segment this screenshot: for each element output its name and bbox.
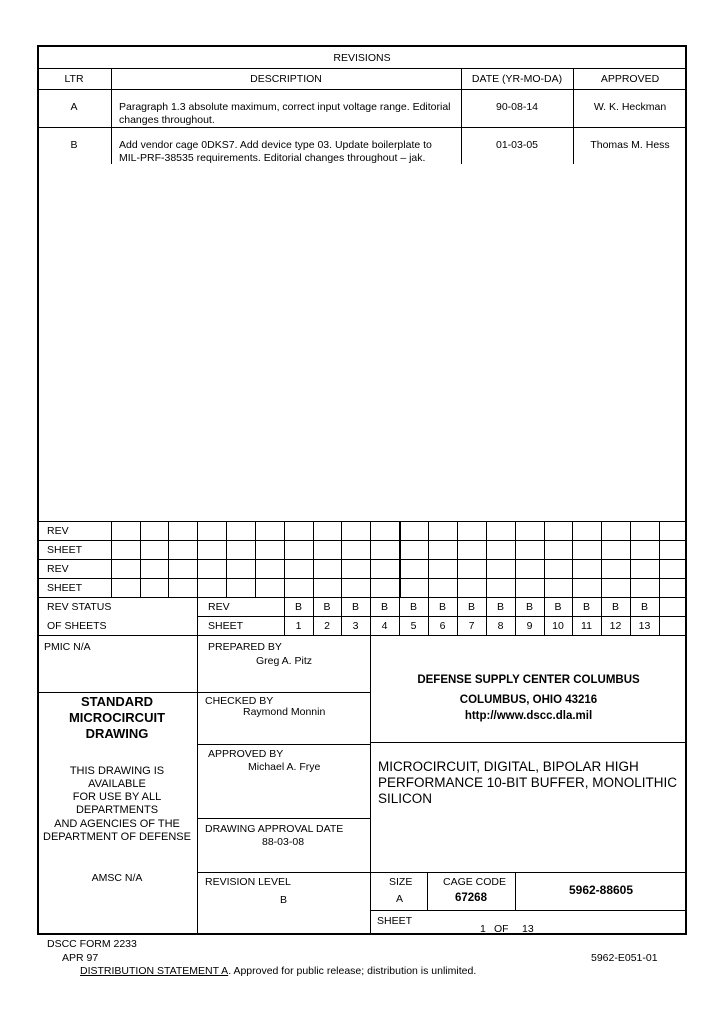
std-title-3: DRAWING	[85, 726, 149, 741]
rev-status-sheet-4: 4	[381, 620, 388, 632]
approval-date: 88-03-08	[262, 836, 305, 848]
status-sheet-label: SHEET	[208, 620, 244, 632]
avail-6: DEPARTMENT OF DEFENSE	[43, 831, 191, 843]
grid-col-line	[370, 521, 371, 635]
drawing-title-2: PERFORMANCE 10-BIT BUFFER, MONOLITHIC	[378, 775, 678, 790]
rev-a-desc-1: Paragraph 1.3 absolute maximum, correct input voltage range. Editorial	[119, 101, 451, 113]
rev-status-sheet-1: 1	[295, 620, 302, 632]
rev-status-rev-6: B	[438, 601, 446, 613]
form-number: DSCC FORM 2233	[47, 938, 137, 950]
rev-status-rev-7: B	[467, 601, 475, 613]
rev-status-sheet-11: 11	[581, 620, 592, 632]
rev-b-approved: Thomas M. Hess	[590, 139, 670, 151]
grid-col-line	[255, 521, 256, 597]
header-description: DESCRIPTION	[250, 73, 322, 85]
rev-status-label: REV STATUS	[47, 601, 112, 613]
rev-b-desc-1: Add vendor cage 0DKS7. Add device type 03. Update boilerplate to	[119, 139, 432, 151]
grid-col-line	[313, 521, 314, 635]
header-date: DATE (YR-MO-DA)	[471, 73, 563, 85]
grid-col-line	[544, 521, 545, 635]
revision-level: B	[280, 894, 288, 906]
drawing-number: 5962-88605	[568, 883, 634, 897]
sheet-total: 13	[522, 923, 534, 935]
rev-status-sheet-6: 6	[439, 620, 446, 632]
rev-b-date: 01-03-05	[495, 139, 539, 151]
checked-name: Raymond Monnin	[243, 706, 326, 718]
distribution-statement	[80, 965, 476, 977]
agency-url: http://www.dscc.dla.mil	[464, 710, 593, 722]
grid-col-line	[601, 521, 602, 635]
prepared-label: PREPARED BY	[208, 641, 282, 653]
grid-col-line	[486, 521, 487, 635]
drawing-title-1: MICROCIRCUIT, DIGITAL, BIPOLAR HIGH	[378, 759, 639, 774]
grid-col-line	[284, 521, 285, 635]
rev-a-approved: W. K. Heckman	[593, 101, 667, 113]
grid-col-line	[226, 521, 227, 597]
checked-label: CHECKED BY	[205, 695, 274, 707]
cage-code: 67268	[455, 892, 487, 904]
pmic: PMIC N/A	[44, 641, 91, 653]
rev-status-sheet-12: 12	[609, 620, 622, 632]
approved-label: APPROVED BY	[208, 748, 284, 760]
revisions-title: REVISIONS	[333, 52, 391, 64]
drawing-title-3: SILICON	[378, 791, 433, 806]
sheet-label: SHEET	[377, 915, 413, 927]
grid-separator	[399, 521, 401, 597]
avail-4: DEPARTMENTS	[75, 804, 159, 816]
rev-status-sheet-3: 3	[352, 620, 359, 632]
grid-col-line	[515, 521, 516, 635]
rev-status-sheet-5: 5	[410, 620, 417, 632]
grid-sheet-label-2: SHEET	[47, 582, 83, 594]
grid-col-line	[341, 521, 342, 635]
rev-status-rev-4: B	[380, 601, 388, 613]
grid-col-line	[572, 521, 573, 635]
grid-col-line	[111, 521, 112, 597]
amsc: AMSC N/A	[91, 872, 143, 884]
rev-status-sheet-7: 7	[468, 620, 475, 632]
form-date: APR 97	[62, 952, 99, 964]
grid-col-line	[428, 521, 429, 635]
distribution-label: DISTRIBUTION STATEMENT A	[80, 965, 229, 977]
grid-sheet-label-1: SHEET	[47, 544, 83, 556]
rev-status-rev-8: B	[496, 601, 504, 613]
rev-status-rev-9: B	[525, 601, 533, 613]
size-label: SIZE	[389, 876, 413, 888]
header-ltr: LTR	[64, 73, 84, 85]
header-approved: APPROVED	[600, 73, 660, 85]
rev-status-sheet-9: 9	[526, 620, 533, 632]
avail-5: AND AGENCIES OF THE	[54, 818, 180, 830]
avail-2: AVAILABLE	[88, 778, 146, 790]
avail-3: FOR USE BY ALL	[72, 791, 162, 803]
avail-1: THIS DRAWING IS	[69, 765, 165, 777]
doc-code: 5962-E051-01	[591, 952, 658, 964]
rev-a-ltr: A	[70, 101, 78, 113]
rev-b-ltr: B	[70, 139, 78, 151]
rev-a-date: 90-08-14	[495, 101, 539, 113]
rev-status-sheet-2: 2	[324, 620, 330, 632]
grid-col-line	[168, 521, 169, 597]
size-value: A	[396, 893, 404, 905]
rev-status-sheet-13: 13	[638, 620, 651, 632]
rev-status-sheet-8: 8	[497, 620, 504, 632]
rev-status-rev-1: B	[294, 601, 302, 613]
rev-status-rev-10: B	[554, 601, 562, 613]
distribution-text: . Approved for public release; distribution is unlimited.	[228, 965, 477, 977]
of-sheets-label: OF SHEETS	[47, 620, 107, 632]
grid-rev-label-2: REV	[47, 563, 69, 575]
grid-col-line	[197, 521, 198, 597]
grid-col-line	[659, 521, 660, 635]
grid-col-line	[140, 521, 141, 597]
rev-status-rev-3: B	[351, 601, 359, 613]
approval-date-label: DRAWING APPROVAL DATE	[205, 823, 344, 835]
grid-col-line	[457, 521, 458, 635]
revision-level-label: REVISION LEVEL	[205, 876, 291, 888]
cage-label: CAGE CODE	[443, 876, 507, 888]
rev-status-rev-2: B	[323, 601, 331, 613]
of-label: OF	[494, 923, 509, 935]
rev-status-rev-13: B	[640, 601, 648, 613]
prepared-name: Greg A. Pitz	[256, 655, 313, 667]
sheet-num: 1	[480, 923, 486, 935]
std-title-2: MICROCIRCUIT	[68, 710, 166, 725]
std-title-1: STANDARD	[81, 694, 153, 709]
status-rev-label: REV	[208, 601, 230, 613]
grid-col-line	[630, 521, 631, 635]
rev-a-desc-2: changes throughout.	[119, 114, 215, 126]
agency-line-2: COLUMBUS, OHIO 43216	[459, 694, 598, 706]
rev-status-rev-11: B	[582, 601, 590, 613]
rev-b-desc-2: MIL-PRF-38535 requirements. Editorial changes throughout – jak.	[119, 152, 426, 164]
rev-status-rev-5: B	[409, 601, 417, 613]
approved-name: Michael A. Frye	[248, 761, 321, 773]
rev-status-sheet-10: 10	[552, 620, 564, 632]
agency-line-1: DEFENSE SUPPLY CENTER COLUMBUS	[417, 674, 640, 686]
rev-status-rev-12: B	[611, 601, 619, 613]
grid-rev-label-1: REV	[47, 525, 69, 537]
